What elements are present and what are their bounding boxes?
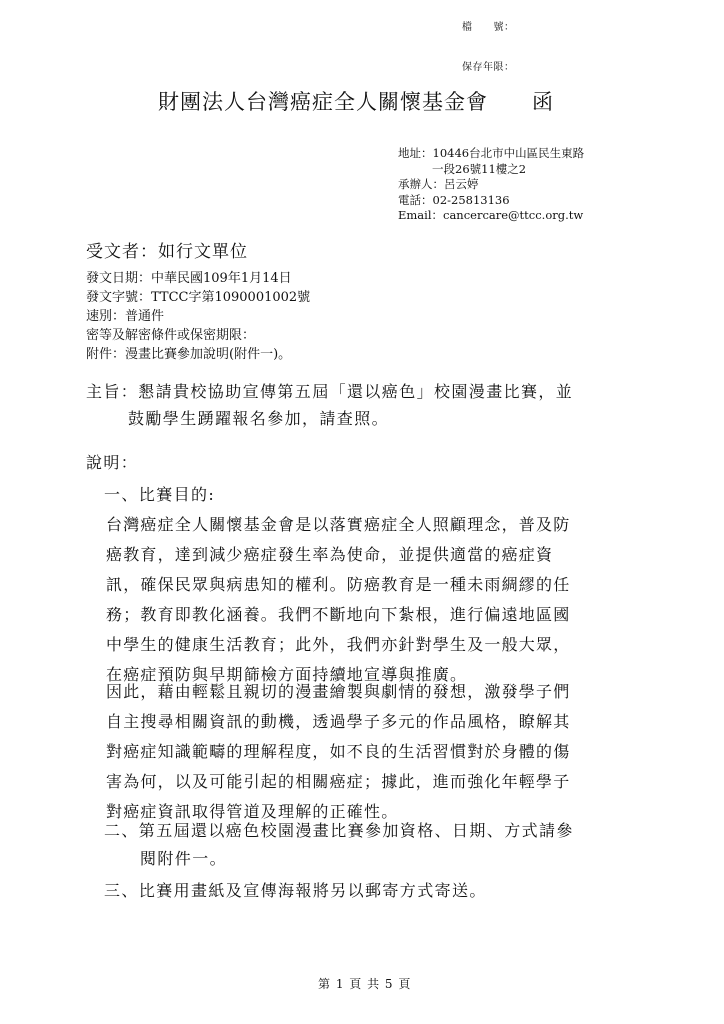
phone: 電話：02-25813136 (398, 192, 510, 207)
item-1-heading: 一、比賽目的: (104, 485, 216, 504)
address-line-1: 地址：10446台北市中山區民生東路 (398, 146, 585, 160)
paragraph-line: 在癌症預防與早期篩檢方面持續地宣導與推廣。 (106, 665, 468, 684)
item-2-line-2: 閱附件一。 (140, 849, 228, 868)
address-line-2: 一段26號11樓之2 (432, 161, 527, 176)
paragraph-line: 訊，確保民眾與病患知的權利。防癌教育是一種未雨綢繆的任 (106, 575, 571, 594)
item-3: 三、比賽用畫紙及宣傳海報將另以郵寄方式寄送。 (104, 881, 487, 900)
meta-block (86, 269, 310, 364)
paragraph-1 (106, 510, 570, 690)
paragraph-line: 癌教育，達到減少癌症發生率為使命，並提供適當的癌症資 (106, 545, 554, 564)
attachment: 附件：漫畫比賽參加說明(附件一)。 (86, 347, 292, 362)
item-2-line-1: 二、第五屆還以癌色校園漫畫比賽參加資格、日期、方式請參 (104, 821, 574, 840)
explanation-heading: 說明： (86, 453, 139, 472)
paragraph-line: 台灣癌症全人關懷基金會是以落實癌症全人照顧理念，普及防 (106, 515, 571, 534)
handler: 承辦人：呂云婷 (398, 177, 479, 192)
contact-block (398, 146, 584, 224)
paragraph-line: 務；教育即教化涵養。我們不斷地向下紮根，進行偏遠地區國 (106, 605, 571, 624)
email: Email：cancercare@ttcc.org.tw (398, 208, 584, 223)
issue-date: 發文日期：中華民國109年1月14日 (86, 271, 292, 286)
paragraph-line: 中學生的健康生活教育；此外，我們亦針對學生及一般大眾， (106, 635, 571, 654)
paragraph-line: 對癌症資訊取得管道及理解的正確性。 (106, 802, 399, 821)
paragraph-2 (106, 677, 570, 827)
speed-class: 速別：普通件 (86, 309, 165, 324)
subject-line-2: 鼓勵學生踴躍報名參加，請查照。 (128, 409, 390, 428)
paragraph-line: 害為何，以及可能引起的相關癌症；據此，進而強化年輕學子 (106, 772, 571, 791)
page-indicator: 第 1 頁 共 5 頁 (318, 977, 412, 991)
file-number-label: 檔 號： (462, 22, 515, 33)
paragraph-line: 對癌症知識範疇的理解程度，如不良的生活習慣對於身體的傷 (106, 742, 571, 761)
paragraph-line: 自主搜尋相關資訊的動機，透過學子多元的作品風格，瞭解其 (106, 712, 571, 731)
retention-period-label: 保存年限： (462, 62, 515, 73)
document-title: 財團法人台灣癌症全人關懷基金會 函 (158, 90, 554, 114)
document-number: 發文字號：TTCC字第1090001002號 (86, 290, 311, 305)
security-level: 密等及解密條件或保密期限： (86, 328, 256, 343)
paragraph-line: 因此，藉由輕鬆且親切的漫畫繪製與劇情的發想，激發學子們 (106, 682, 571, 701)
subject-line-1: 主旨：懇請貴校協助宣傳第五屆「還以癌色」校園漫畫比賽，並 (86, 382, 574, 401)
recipient: 受文者：如行文單位 (86, 242, 248, 262)
